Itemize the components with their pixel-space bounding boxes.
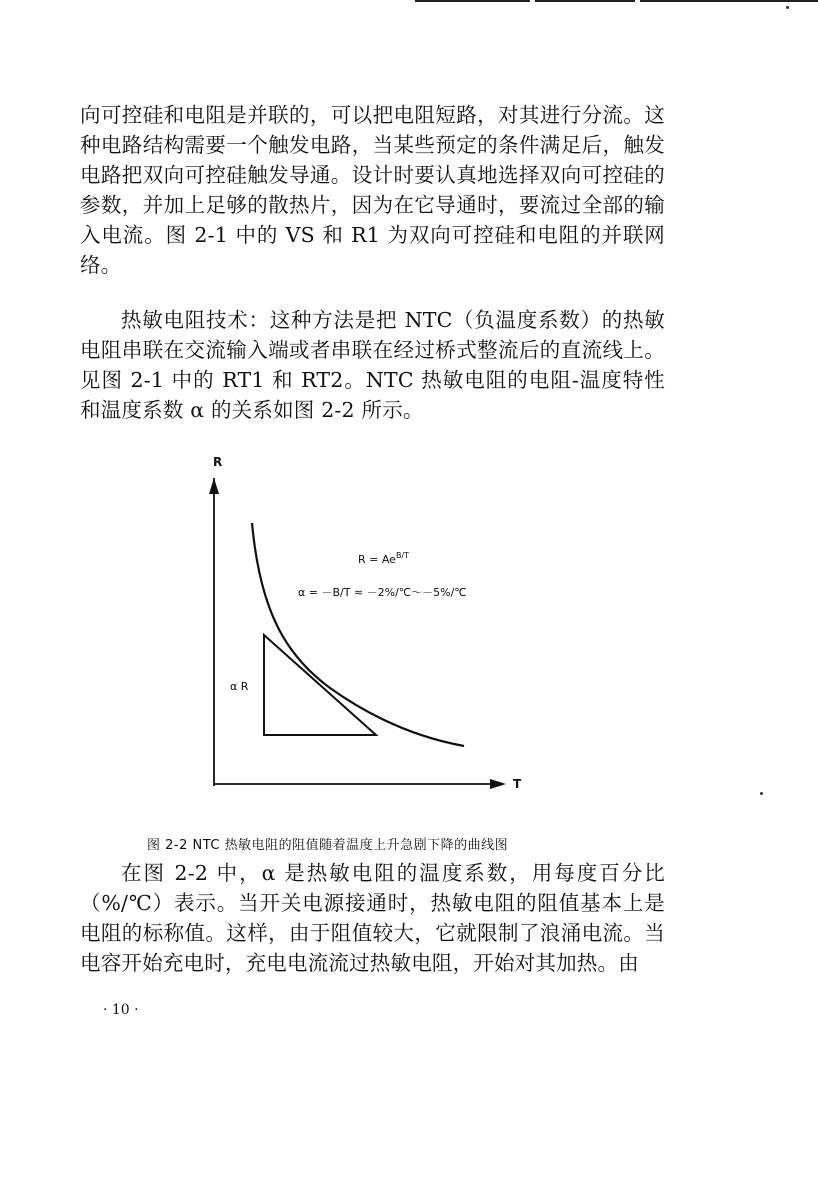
- paragraph-1: 向可控硅和电阻是并联的，可以把电阻短路，对其进行分流。这种电路结构需要一个触发电路，当某些预定的条件满足后，触发电路把双向可控硅触发导通。设计时要认真地选择双向可控硅的参数，并加上足够的散热片，因为在它导通时，要流过全部的输入电流。图 2-1 中的 VS 和 R1 为双向可控硅和电阻的并联网络。: [80, 103, 665, 277]
- page-number: · 10 ·: [103, 1002, 139, 1018]
- figure-caption: 图 2-2 NTC 热敏电阻的阻值随着温度上升急剧下降的曲线图: [147, 838, 509, 853]
- ntc-resistance-temperature-figure: [190, 450, 530, 800]
- y-axis-arrow: [209, 478, 219, 494]
- formula-alpha: α = －B/T ≈ －2%/℃～－5%/℃: [298, 586, 467, 599]
- paragraph-3: 在图 2-2 中，α 是热敏电阻的温度系数，用每度百分比（%/℃）表示。当开关电源接通时，热敏电阻的阻值基本上是电阻的标称值。这样，由于阻值较大，它就限制了浪涌电流。当电容开始充电时，充电电流流过热敏电阻，开始对其加热。由: [80, 861, 665, 975]
- x-axis-label: T: [513, 777, 522, 791]
- formula-r-equals: [358, 551, 409, 566]
- top-rule-2: [535, 0, 635, 2]
- figure-svg: [190, 450, 530, 800]
- x-axis-arrow: [490, 779, 506, 789]
- paragraph-2: 热敏电阻技术：这种方法是把 NTC（负温度系数）的热敏电阻串联在交流输入端或者串联在经过桥式整流后的直流线上。见图 2-1 中的 RT1 和 RT2。NTC 热敏电阻的电阻-温度特性和温度系数 α 的关系如图 2-2 所示。: [80, 308, 665, 422]
- top-rule-1: [415, 0, 530, 2]
- scan-speck-1: [760, 792, 763, 795]
- formula-base: R = Ae: [358, 553, 396, 566]
- scan-speck-2: [786, 6, 789, 9]
- formula-exponent: B/T: [395, 551, 410, 560]
- top-rule-3: [640, 0, 818, 2]
- triangle-alpha-r-label: α R: [230, 680, 249, 693]
- y-axis-label: R: [213, 455, 223, 469]
- tangent-triangle: [264, 635, 376, 735]
